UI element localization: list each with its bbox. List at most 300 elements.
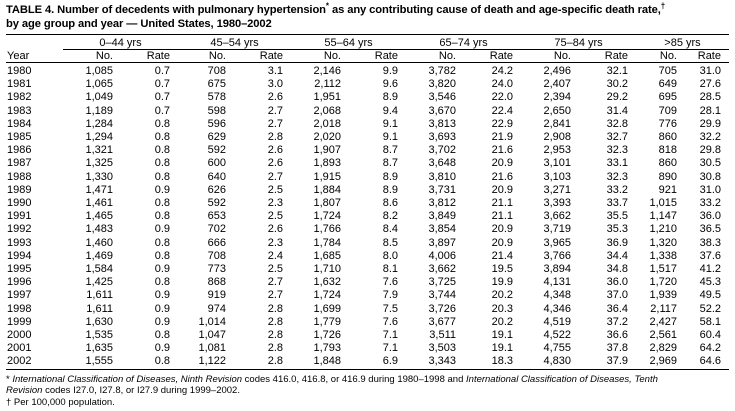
cell-rate: 2.6 [267,91,283,104]
cell-year: 2000 [7,329,32,342]
cell-number: 3,670 [428,104,456,117]
table-row [6,157,729,170]
cell-number: 1,284 [85,117,113,130]
cell-rate: 0.8 [154,276,170,289]
footnote-2 [6,397,729,409]
cell-rate: 2.7 [267,117,283,130]
cell-rate: 21.6 [491,144,513,157]
column-header-no-75-84: No. [553,50,571,62]
column-header-rate-85-plus: Rate [697,50,721,62]
footnote-1-italic-1: International Classification of Diseases, Ninth Revision [12,373,243,385]
cell-rate: 7.5 [382,302,398,315]
cell-rate: 60.4 [699,329,721,342]
cell-year: 1999 [7,315,32,328]
cell-number: 3,271 [543,183,571,196]
cell-rate: 37.8 [606,342,628,355]
cell-number: 3,693 [428,131,456,144]
cell-year: 2002 [7,355,32,368]
cell-rate: 38.3 [699,236,721,249]
cell-rate: 3.0 [267,78,283,91]
cell-number: 1,632 [313,276,341,289]
cell-number: 1,907 [313,144,341,157]
cell-rate: 2.6 [267,223,283,236]
cell-number: 890 [658,170,677,183]
table-title-mid: as any contributing cause of death and age-specific death rate, [328,4,661,16]
cell-number: 1,893 [313,157,341,170]
cell-number: 2,650 [543,104,571,117]
cell-rate: 30.8 [699,170,721,183]
cell-rate: 64.6 [699,355,721,368]
cell-number: 1,015 [649,197,677,210]
cell-rate: 21.4 [491,249,513,262]
cell-rate: 36.0 [699,210,721,223]
cell-number: 653 [207,210,226,223]
cell-number: 4,348 [543,289,571,302]
cell-number: 3,820 [428,78,456,91]
cell-rate: 29.9 [699,117,721,130]
cell-number: 3,849 [428,210,456,223]
cell-rate: 20.9 [491,183,513,196]
cell-rate: 2.8 [267,342,283,355]
cell-number: 3,546 [428,91,456,104]
cell-rate: 21.1 [491,210,513,223]
title-footnote-marker-2: † [660,1,666,11]
cell-number: 3,343 [428,355,456,368]
cell-number: 1,766 [313,223,341,236]
cell-number: 1,710 [313,263,341,276]
table-row [6,355,729,369]
cell-number: 3,101 [543,157,571,170]
cell-number: 3,854 [428,223,456,236]
footnotes [6,374,729,409]
cell-year: 1987 [7,157,32,170]
column-header-year: Year [7,49,30,62]
cell-rate: 2.6 [267,144,283,157]
cell-number: 1,081 [198,342,226,355]
cell-rate: 2.8 [267,329,283,342]
cell-number: 3,965 [543,236,571,249]
table-row [6,303,729,316]
cell-number: 1,320 [649,236,677,249]
cell-year: 1989 [7,183,32,196]
cell-rate: 45.3 [699,276,721,289]
table-body [6,65,729,369]
cell-number: 1,784 [313,236,341,249]
cell-number: 1,014 [198,315,226,328]
spacer-cell [6,37,63,50]
cell-rate: 8.2 [382,210,398,223]
cell-number: 3,725 [428,276,456,289]
column-header-rate-45-54: Rate [259,50,283,62]
age-group-header-row [6,37,729,50]
cell-number: 1,535 [85,329,113,342]
cell-number: 705 [658,65,677,77]
cell-rate: 21.1 [491,197,513,210]
cell-number: 1,469 [85,249,113,262]
column-header-rate-55-64: Rate [374,50,398,62]
cell-number: 1,630 [85,315,113,328]
cell-rate: 2.7 [267,170,283,183]
cell-rate: 19.9 [491,276,513,289]
cell-rate: 33.2 [699,197,721,210]
cell-number: 3,813 [428,117,456,130]
column-header-no-55-64: No. [323,50,341,62]
cell-rate: 2.4 [267,249,283,262]
cell-rate: 0.8 [154,157,170,170]
table-row [6,78,729,91]
table-row [6,131,729,144]
cell-number: 1,189 [85,104,113,117]
cell-rate: 49.5 [699,289,721,302]
cell-rate: 2.5 [267,210,283,223]
cell-rate: 21.9 [491,131,513,144]
cell-number: 1,321 [85,144,113,157]
cell-number: 860 [658,131,677,144]
cell-number: 1,517 [649,263,677,276]
cell-number: 3,719 [543,223,571,236]
cell-rate: 0.9 [154,289,170,302]
column-header-no-0-44: No. [95,50,113,62]
cell-number: 1,471 [85,183,113,196]
cell-year: 1994 [7,249,32,262]
cell-number: 3,503 [428,342,456,355]
cell-rate: 0.8 [154,131,170,144]
footnote-1-continued-italic: Revision [6,385,43,397]
cell-number: 1,807 [313,197,341,210]
cell-number: 1,635 [85,342,113,355]
cell-rate: 31.4 [606,104,628,117]
cell-rate: 2.3 [267,197,283,210]
cell-rate: 37.6 [699,249,721,262]
cell-rate: 24.0 [491,78,513,91]
table-row [6,276,729,289]
cell-number: 3,731 [428,183,456,196]
table-row [6,105,729,118]
cell-number: 3,702 [428,144,456,157]
cell-rate: 33.2 [606,183,628,196]
cell-number: 596 [207,117,226,130]
cell-rate: 7.9 [382,289,398,302]
cell-number: 4,755 [543,342,571,355]
cell-number: 649 [658,78,677,91]
cell-number: 3,648 [428,157,456,170]
cell-rate: 8.5 [382,236,398,249]
cell-number: 1,779 [313,315,341,328]
table-row [6,118,729,131]
cell-year: 1982 [7,91,32,104]
footnote-2-marker: † [6,396,12,408]
cell-rate: 22.9 [491,117,513,130]
cell-rate: 0.8 [154,197,170,210]
column-header-rate-65-74: Rate [489,50,513,62]
cell-number: 3,812 [428,197,456,210]
cell-number: 4,519 [543,315,571,328]
cell-number: 1,915 [313,170,341,183]
cell-number: 2,829 [649,342,677,355]
cell-rate: 20.9 [491,236,513,249]
cell-number: 3,103 [543,170,571,183]
cell-number: 3,393 [543,197,571,210]
cell-number: 1,065 [85,78,113,91]
cell-rate: 41.2 [699,263,721,276]
cell-rate: 20.2 [491,315,513,328]
cell-rate: 30.2 [606,78,628,91]
cell-rate: 0.8 [154,329,170,342]
column-subheader-row [6,50,729,63]
table-row [6,210,729,223]
table-row [6,91,729,104]
cell-rate: 0.9 [154,315,170,328]
column-header-no-45-54: No. [208,50,226,62]
cell-number: 4,522 [543,329,571,342]
cell-rate: 0.8 [154,249,170,262]
cell-rate: 3.1 [267,65,283,77]
cell-number: 1,122 [198,355,226,368]
cell-year: 1981 [7,78,32,91]
cell-number: 666 [207,236,226,249]
cell-number: 1,611 [86,302,113,315]
cell-rate: 32.1 [606,65,628,77]
cell-number: 1,085 [85,65,113,77]
cell-rate: 9.1 [382,117,398,130]
cell-rate: 32.2 [699,131,721,144]
cell-number: 2,908 [543,131,571,144]
cell-year: 1991 [7,210,32,223]
table-row [6,329,729,342]
cell-rate: 8.7 [382,144,398,157]
cell-rate: 8.7 [382,157,398,170]
table-row [6,342,729,355]
age-group-85-plus: >85 yrs [636,37,729,50]
table-title [6,1,729,31]
cell-year: 1980 [7,65,32,77]
cell-rate: 2.7 [267,276,283,289]
cell-number: 1,460 [85,236,113,249]
age-group-65-74: 65–74 yrs [406,37,521,50]
cell-rate: 0.7 [154,104,170,117]
footnote-2-text: Per 100,000 population. [11,396,115,408]
cell-number: 2,394 [543,91,571,104]
cell-year: 1990 [7,197,32,210]
cell-rate: 2.7 [267,289,283,302]
cell-number: 1,884 [313,183,341,196]
cell-rate: 52.2 [699,302,721,315]
cell-rate: 9.1 [382,131,398,144]
title-footnote-marker-1: * [325,1,329,11]
cell-number: 919 [207,289,226,302]
cell-rate: 22.0 [491,91,513,104]
cell-rate: 8.1 [382,263,398,276]
cell-number: 1,147 [649,210,677,223]
footnote-1-text-b: codes 416.0, 416.8, or 416.9 during 1980–1998 and [242,373,467,385]
cell-number: 1,483 [85,223,113,236]
cell-number: 1,724 [313,289,341,302]
cell-rate: 19.1 [491,329,513,342]
cell-number: 1,047 [198,329,226,342]
cell-rate: 7.1 [382,342,398,355]
cell-rate: 8.6 [382,197,398,210]
cell-rate: 0.7 [154,65,170,77]
cell-rate: 7.6 [382,315,398,328]
table-title-line2: by age group and year — United States, 1980–2002 [6,17,272,30]
cell-rate: 20.9 [491,157,513,170]
table-row [6,197,729,210]
cell-rate: 28.1 [699,104,721,117]
cell-number: 2,969 [649,355,677,368]
cell-number: 860 [658,157,677,170]
cell-rate: 9.6 [382,78,398,91]
cell-rate: 2.6 [267,157,283,170]
cell-rate: 37.2 [606,315,628,328]
cell-number: 2,146 [313,65,341,77]
cell-number: 592 [207,144,226,157]
cell-rate: 19.5 [491,263,513,276]
cell-rate: 0.7 [154,78,170,91]
cell-number: 708 [207,249,226,262]
cell-number: 3,744 [428,289,456,302]
cell-rate: 34.8 [606,263,628,276]
cell-number: 1,726 [313,329,341,342]
cell-number: 1,848 [313,355,341,368]
cell-rate: 2.7 [267,104,283,117]
cell-number: 2,496 [543,65,571,77]
footnote-1-italic-2: International Classification of Diseases, Tenth [466,373,658,385]
cell-rate: 8.4 [382,223,398,236]
cell-rate: 19.1 [491,342,513,355]
cell-number: 600 [207,157,226,170]
cell-rate: 2.5 [267,183,283,196]
cell-rate: 32.8 [606,117,628,130]
cell-year: 1985 [7,131,32,144]
cell-number: 4,006 [428,249,456,262]
cell-number: 1,939 [649,289,677,302]
cell-number: 868 [207,276,226,289]
cell-number: 773 [207,263,226,276]
cell-rate: 0.9 [154,223,170,236]
cell-rate: 36.5 [699,223,721,236]
cell-rate: 7.6 [382,276,398,289]
cell-rate: 34.4 [606,249,628,262]
cell-number: 2,068 [313,104,341,117]
cell-rate: 2.3 [267,236,283,249]
cell-rate: 0.9 [154,342,170,355]
cell-rate: 2.8 [267,131,283,144]
rule-bottom [6,369,729,372]
cell-rate: 29.2 [606,91,628,104]
cell-number: 3,511 [429,329,456,342]
cell-rate: 31.0 [699,65,721,77]
cell-number: 2,427 [649,315,677,328]
cell-rate: 33.7 [606,197,628,210]
cell-number: 776 [658,117,677,130]
column-header-no-85-plus: No. [659,50,677,62]
cell-number: 2,953 [543,144,571,157]
cell-number: 1,425 [85,276,113,289]
column-header-rate-75-84: Rate [604,50,628,62]
cell-number: 1,294 [85,131,113,144]
cell-rate: 0.9 [154,302,170,315]
cell-number: 3,677 [428,315,456,328]
pulmonary-hypertension-table [6,34,729,372]
cell-year: 1996 [7,276,32,289]
cell-number: 974 [207,302,226,315]
cell-number: 1,465 [85,210,113,223]
cell-year: 1986 [7,144,32,157]
cell-rate: 20.3 [491,302,513,315]
cell-rate: 36.6 [606,329,628,342]
cell-rate: 33.1 [606,157,628,170]
age-group-75-84: 75–84 yrs [521,37,636,50]
table-row [6,250,729,263]
cell-rate: 2.8 [267,315,283,328]
cell-number: 3,662 [428,263,456,276]
cell-number: 3,782 [428,65,456,77]
cell-number: 1,584 [85,263,113,276]
cell-rate: 58.1 [699,315,721,328]
cell-rate: 9.9 [382,65,398,77]
cell-year: 1992 [7,223,32,236]
cell-number: 1,951 [313,91,341,104]
table-row [6,316,729,329]
cell-rate: 2.5 [267,263,283,276]
cell-number: 3,726 [428,302,456,315]
cell-rate: 31.0 [699,183,721,196]
cell-rate: 0.8 [154,210,170,223]
cell-rate: 18.3 [491,355,513,368]
cell-number: 1,325 [85,157,113,170]
cell-number: 708 [207,65,226,77]
cell-number: 592 [207,197,226,210]
age-group-45-54: 45–54 yrs [178,37,291,50]
cell-rate: 28.5 [699,91,721,104]
cell-year: 1993 [7,236,32,249]
cell-rate: 30.5 [699,157,721,170]
footnote-1-marker: * [6,373,10,385]
cell-number: 1,720 [649,276,677,289]
table-row [6,65,729,78]
column-header-no-65-74: No. [438,50,456,62]
cell-number: 1,555 [85,355,113,368]
cell-rate: 0.8 [154,144,170,157]
cell-number: 1,330 [85,170,113,183]
cell-rate: 64.2 [699,342,721,355]
cell-number: 695 [658,91,677,104]
cell-number: 1,685 [313,249,341,262]
table-row [6,289,729,302]
cell-number: 2,020 [313,131,341,144]
cell-rate: 9.4 [382,104,398,117]
cell-rate: 29.8 [699,144,721,157]
cell-rate: 27.6 [699,78,721,91]
cell-rate: 0.7 [154,91,170,104]
cell-rate: 32.7 [606,131,628,144]
cell-number: 629 [207,131,226,144]
cell-rate: 35.3 [606,223,628,236]
age-group-0-44: 0–44 yrs [63,37,178,50]
cell-number: 921 [658,183,677,196]
cell-rate: 32.3 [606,144,628,157]
cell-rate: 8.9 [382,183,398,196]
cell-year: 1997 [7,289,32,302]
cell-number: 1,611 [86,289,113,302]
cell-year: 1998 [7,302,32,315]
cell-rate: 21.6 [491,170,513,183]
cell-rate: 0.8 [154,355,170,368]
cell-year: 1983 [7,104,32,117]
cell-number: 3,766 [543,249,571,262]
cell-number: 2,018 [313,117,341,130]
cell-number: 3,662 [543,210,571,223]
